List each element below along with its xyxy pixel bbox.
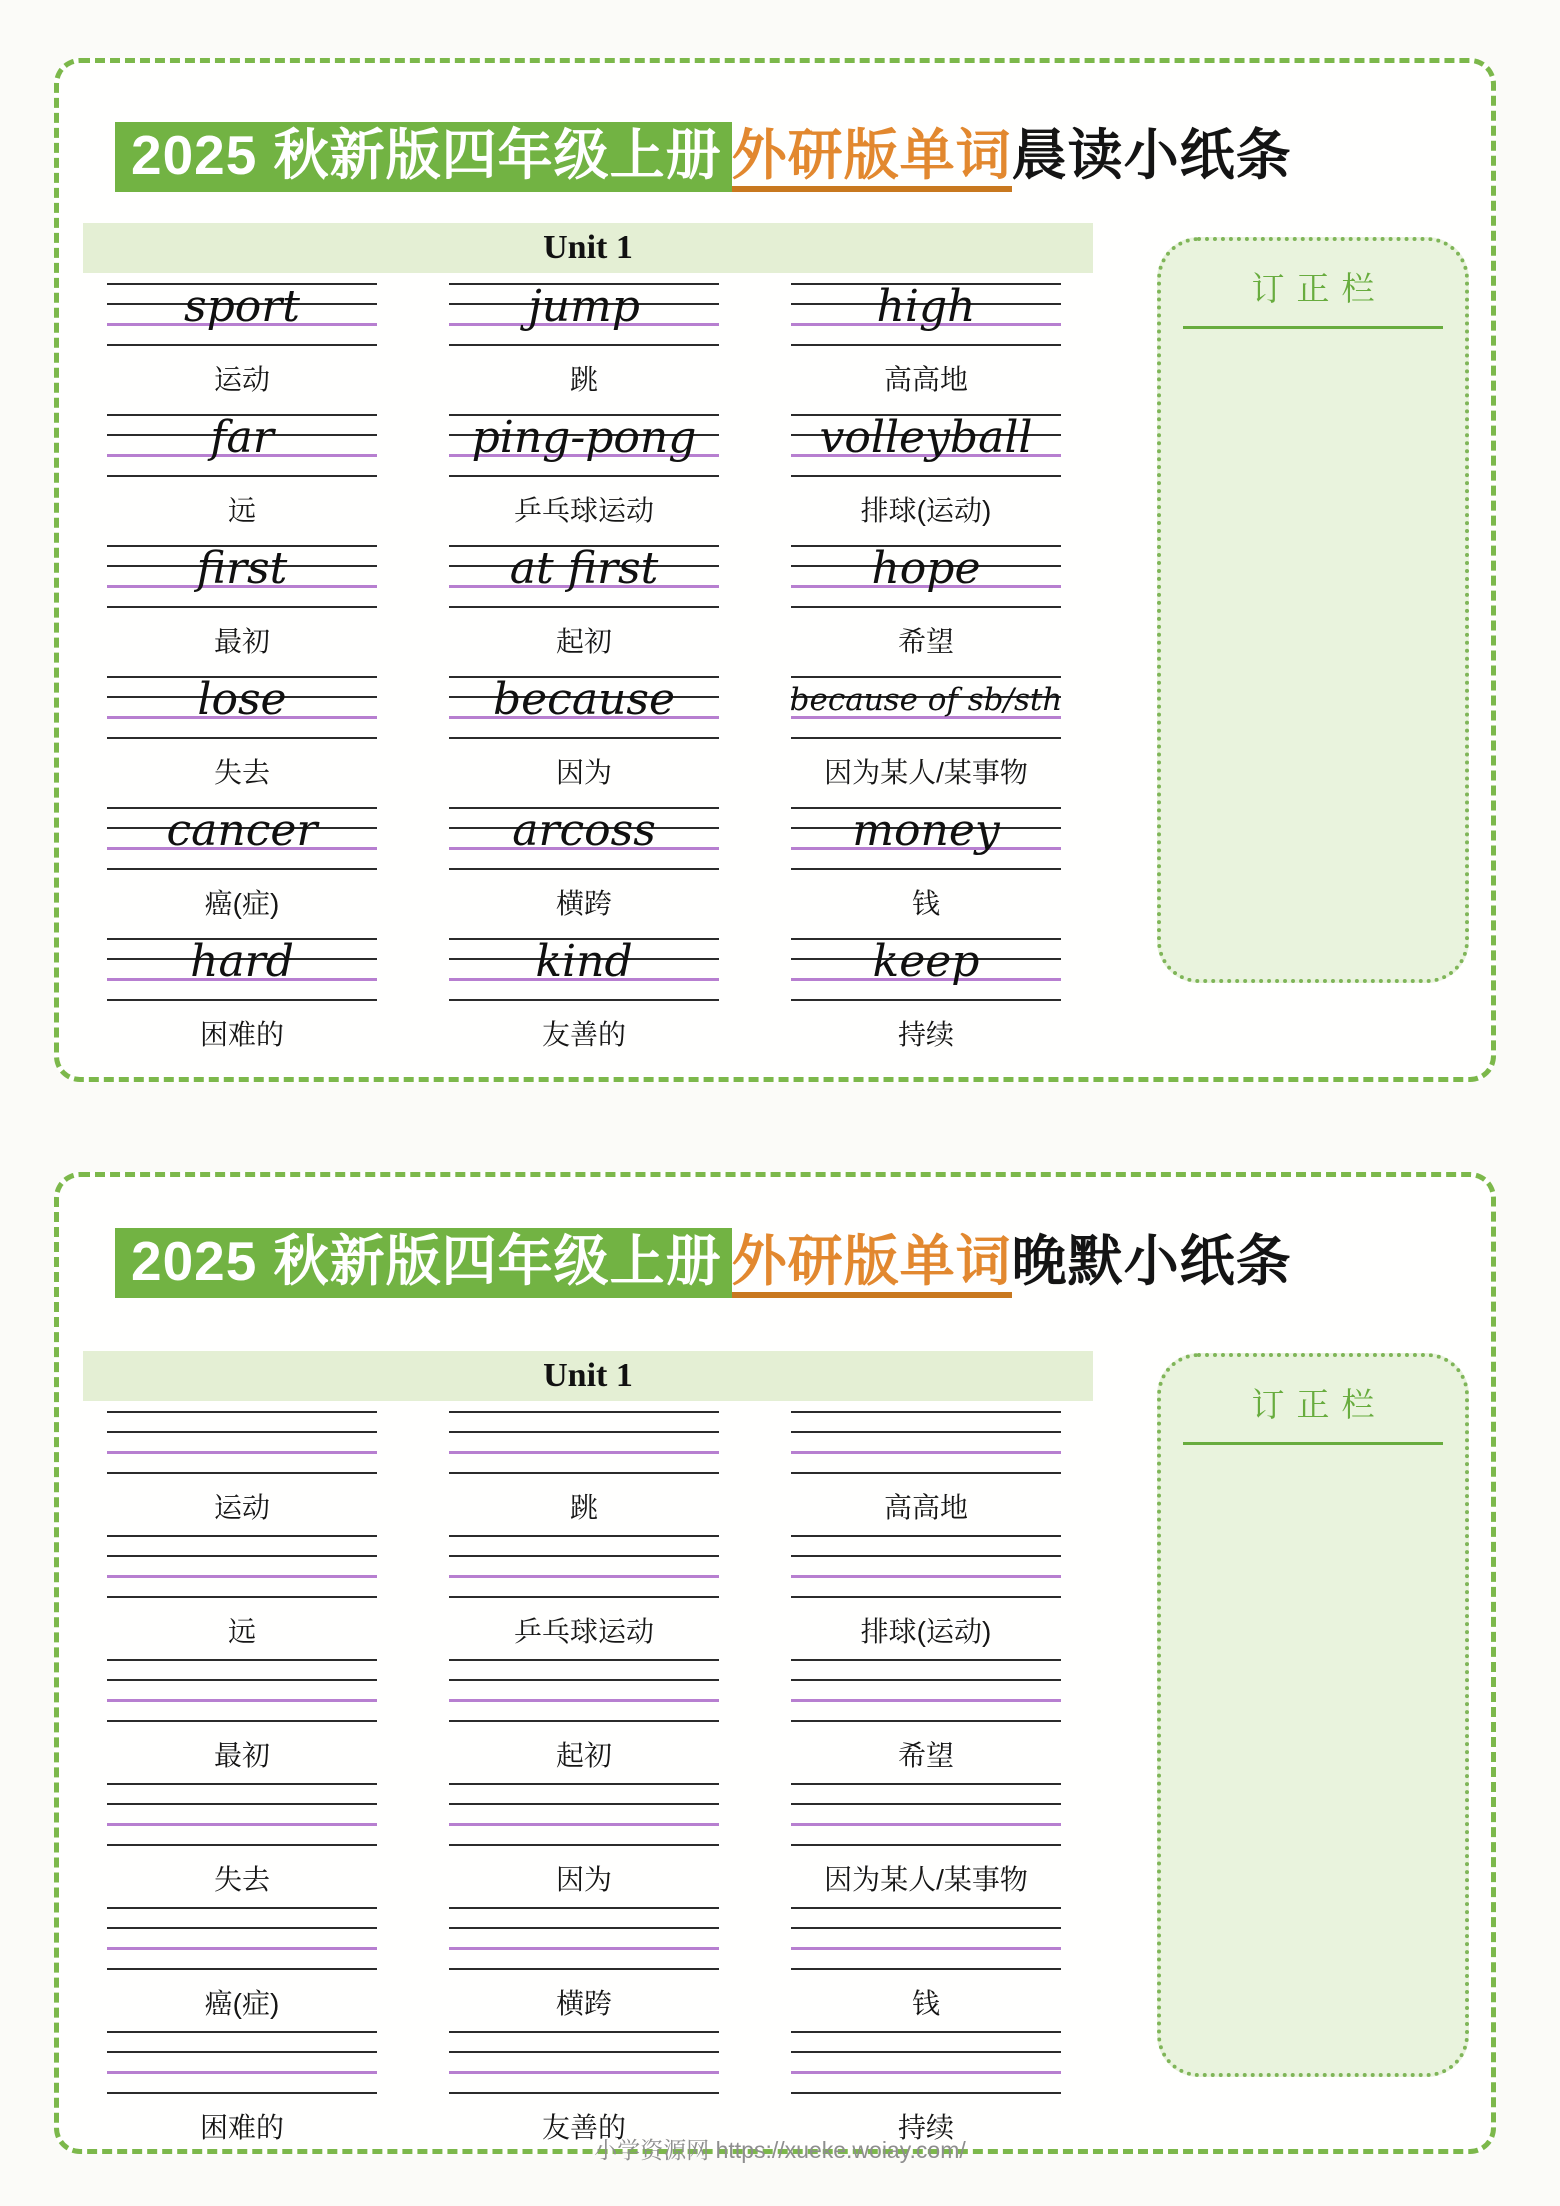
ruling-line-purple [449,1947,719,1950]
ruling-line-purple [791,2071,1061,2074]
handwriting-lines[interactable] [791,1535,1061,1597]
handwriting-lines[interactable] [791,676,1061,738]
word-cell [449,545,719,676]
word-cell [107,676,377,807]
ruling-line-purple [107,1575,377,1578]
ruling-line-black [791,1968,1061,1970]
ruling-line-purple [791,1575,1061,1578]
unit-label: Unit 1 [543,229,633,266]
chinese-translation: 排球(运动) [860,1616,992,1647]
english-word: kind [535,936,633,987]
title-type-segment: 晚默小纸条 [1011,1230,1292,1292]
chinese-translation: 跳 [569,1492,598,1523]
ruling-line-purple [107,1823,377,1826]
word-cell [107,1659,377,1783]
word-cell [449,1783,719,1907]
ruling-line-black [107,1411,377,1413]
ruling-line-black [791,1679,1061,1681]
ruling-line-black [449,1783,719,1785]
word-cell [449,283,719,414]
ruling-line-purple [791,1699,1061,1702]
ruling-line-purple [449,1823,719,1826]
ruling-line-black [107,1472,377,1474]
ruling-line-black [107,1555,377,1557]
handwriting-lines[interactable] [449,2031,719,2093]
word-cell [791,807,1061,938]
ruling-line-purple [107,1699,377,1702]
handwriting-lines[interactable] [107,283,377,345]
unit-label: Unit 1 [543,1357,633,1394]
watermark: 小学资源网 https://xueke.woiay.com/ [594,2137,966,2163]
english-word: cancer [166,805,318,856]
chinese-translation: 希望 [897,626,954,657]
ruling-line-black [449,1659,719,1661]
word-cell [791,1535,1061,1659]
chinese-translation: 友善的 [541,1019,626,1050]
word-cell [107,1907,377,2031]
chinese-translation: 跳 [569,364,598,395]
correction-label: 订正栏 [1251,1386,1387,1423]
handwriting-lines[interactable] [107,1659,377,1721]
word-cell [449,1411,719,1535]
english-word: volleyball [819,412,1033,463]
ruling-line-black [449,1907,719,1909]
english-word: hope [871,543,981,594]
ruling-line-black [449,1431,719,1433]
ruling-line-black [791,868,1061,870]
ruling-line-black [791,999,1061,1001]
word-cell [449,1535,719,1659]
title-grade-segment: 2025 秋新版四年级上册 [115,1228,732,1298]
ruling-line-black [107,1535,377,1537]
correction-box[interactable] [1157,237,1469,983]
ruling-line-black [791,1596,1061,1598]
ruling-line-black [449,475,719,477]
handwriting-lines[interactable] [791,283,1061,345]
ruling-line-black [107,2031,377,2033]
ruling-line-black [791,344,1061,346]
evening-dictation-card [54,1172,1496,2154]
correction-underline [1183,326,1443,329]
english-word: because of sb/sth [789,682,1063,718]
title-type-segment: 晨读小纸条 [1011,124,1292,186]
chinese-translation: 横跨 [555,1988,612,2019]
ruling-line-black [791,1411,1061,1413]
ruling-line-black [107,2092,377,2094]
word-cell [107,414,377,545]
chinese-translation: 失去 [213,757,270,788]
handwriting-lines[interactable] [449,283,719,345]
handwriting-lines[interactable] [449,938,719,1000]
ruling-line-purple [107,1947,377,1950]
handwriting-lines[interactable] [791,1411,1061,1473]
card-body [59,223,1491,1069]
ruling-line-black [791,1555,1061,1557]
ruling-line-black [449,1927,719,1929]
ruling-line-black [107,1659,377,1661]
ruling-line-black [791,2092,1061,2094]
card-body [59,1351,1491,2155]
ruling-line-black [449,1411,719,1413]
ruling-line-purple [449,1575,719,1578]
title-press-segment: 外研版单词 [732,124,1012,192]
title-grade-segment: 2025 秋新版四年级上册 [115,122,732,192]
ruling-line-black [449,606,719,608]
ruling-line-black [791,1720,1061,1722]
chinese-translation: 困难的 [199,1019,284,1050]
chinese-translation: 起初 [555,626,612,657]
word-cell [449,676,719,807]
ruling-line-black [107,2051,377,2053]
word-cell [449,1907,719,2031]
ruling-line-black [107,868,377,870]
ruling-line-black [107,1431,377,1433]
handwriting-lines[interactable] [449,1907,719,1969]
word-cell [449,1659,719,1783]
ruling-line-black [449,1679,719,1681]
chinese-translation: 钱 [911,888,940,919]
ruling-line-black [791,1907,1061,1909]
card-title [115,117,1491,193]
ruling-line-purple [107,1451,377,1454]
ruling-line-black [449,1968,719,1970]
chinese-translation: 乒乓球运动 [513,1616,654,1647]
ruling-line-black [107,1844,377,1846]
ruling-line-black [107,1907,377,1909]
ruling-line-black [449,1555,719,1557]
handwriting-lines[interactable] [791,938,1061,1000]
chinese-translation: 持续 [897,2112,954,2143]
ruling-line-black [449,1596,719,1598]
correction-underline [1183,1442,1443,1445]
handwriting-lines[interactable] [107,414,377,476]
ruling-line-black [449,1472,719,1474]
chinese-translation: 希望 [897,1740,954,1771]
chinese-translation: 因为 [555,1864,612,1895]
ruling-line-black [107,475,377,477]
handwriting-lines[interactable] [107,1783,377,1845]
handwriting-lines[interactable] [107,1907,377,1969]
title-press-segment: 外研版单词 [732,1230,1012,1298]
handwriting-lines[interactable] [107,1535,377,1597]
ruling-line-black [791,737,1061,739]
ruling-line-black [791,475,1061,477]
word-cell [791,283,1061,414]
chinese-translation: 排球(运动) [860,495,992,526]
word-grid [83,283,1093,1069]
morning-reading-card [54,58,1496,1082]
english-word: hard [190,936,294,987]
handwriting-lines[interactable] [107,1411,377,1473]
english-word: high [876,281,976,332]
word-cell [791,1907,1061,2031]
ruling-line-black [791,1803,1061,1805]
word-cell [449,807,719,938]
ruling-line-black [449,999,719,1001]
english-word: arcoss [512,805,656,856]
english-word: first [196,543,288,594]
word-cell [791,414,1061,545]
handwriting-lines[interactable] [791,2031,1061,2093]
word-cell [107,1783,377,1907]
chinese-translation: 运动 [213,1492,270,1523]
ruling-line-black [449,868,719,870]
ruling-line-black [107,1679,377,1681]
ruling-line-purple [791,1823,1061,1826]
english-word: ping-pong [471,412,697,463]
unit-header [83,1351,1093,1401]
english-word: lose [197,674,287,725]
handwriting-lines[interactable] [107,807,377,869]
ruling-line-black [791,1431,1061,1433]
unit-header [83,223,1093,273]
ruling-line-black [107,1927,377,1929]
chinese-translation: 因为某人/某事物 [824,757,1028,788]
chinese-translation: 失去 [213,1864,270,1895]
handwriting-lines[interactable] [791,414,1061,476]
english-word: at first [509,543,659,594]
ruling-line-black [791,1927,1061,1929]
ruling-line-purple [107,2071,377,2074]
ruling-line-purple [449,1451,719,1454]
word-cell [107,545,377,676]
ruling-line-purple [791,1947,1061,1950]
word-column-area [83,223,1093,1069]
ruling-line-purple [449,1699,719,1702]
handwriting-lines[interactable] [791,1783,1061,1845]
ruling-line-black [107,606,377,608]
ruling-line-black [449,2031,719,2033]
handwriting-lines[interactable] [107,545,377,607]
word-column-area [83,1351,1093,2155]
ruling-line-black [791,1535,1061,1537]
word-cell [449,414,719,545]
english-word: jump [528,281,640,332]
ruling-line-purple [791,1451,1061,1454]
handwriting-lines[interactable] [449,545,719,607]
chinese-translation: 因为 [555,757,612,788]
ruling-line-black [107,1968,377,1970]
chinese-translation: 癌(症) [204,888,280,919]
chinese-translation: 运动 [213,364,270,395]
card-title [115,1223,1491,1299]
ruling-line-black [791,1844,1061,1846]
word-grid [83,1411,1093,2155]
handwriting-lines[interactable] [107,938,377,1000]
chinese-translation: 高高地 [883,364,968,395]
word-cell [791,1411,1061,1535]
handwriting-lines[interactable] [107,2031,377,2093]
english-word: money [852,805,1000,856]
ruling-line-black [449,1720,719,1722]
correction-label: 订正栏 [1251,270,1387,307]
chinese-translation: 钱 [911,1988,940,2019]
ruling-line-black [449,344,719,346]
ruling-line-black [449,1535,719,1537]
handwriting-lines[interactable] [791,545,1061,607]
word-cell [791,545,1061,676]
ruling-line-black [107,737,377,739]
handwriting-lines[interactable] [449,414,719,476]
ruling-line-black [791,606,1061,608]
chinese-translation: 癌(症) [204,1988,280,2019]
word-cell [107,938,377,1069]
handwriting-lines[interactable] [449,1411,719,1473]
handwriting-lines[interactable] [107,676,377,738]
ruling-line-black [107,999,377,1001]
word-cell [791,676,1061,807]
chinese-translation: 横跨 [555,888,612,919]
handwriting-lines[interactable] [449,807,719,869]
chinese-translation: 远 [227,495,256,526]
handwriting-lines[interactable] [449,1659,719,1721]
ruling-line-black [449,2092,719,2094]
english-word: because [492,674,676,725]
english-word: sport [184,281,300,332]
chinese-translation: 乒乓球运动 [513,495,654,526]
handwriting-lines[interactable] [791,1907,1061,1969]
chinese-translation: 友善的 [541,2112,626,2143]
chinese-translation: 持续 [897,1019,954,1050]
correction-box[interactable] [1157,1353,1469,2077]
chinese-translation: 远 [227,1616,256,1647]
word-cell [107,807,377,938]
ruling-line-black [791,1783,1061,1785]
ruling-line-black [449,2051,719,2053]
handwriting-lines[interactable] [449,676,719,738]
ruling-line-black [107,1803,377,1805]
chinese-translation: 因为某人/某事物 [824,1864,1028,1895]
chinese-translation: 最初 [213,1740,270,1771]
handwriting-lines[interactable] [449,1783,719,1845]
word-cell [107,1411,377,1535]
ruling-line-black [791,1659,1061,1661]
word-cell [791,1659,1061,1783]
ruling-line-purple [449,2071,719,2074]
chinese-translation: 困难的 [199,2112,284,2143]
english-word: keep [872,936,980,987]
ruling-line-black [449,1803,719,1805]
ruling-line-black [107,1596,377,1598]
ruling-line-black [791,2051,1061,2053]
handwriting-lines[interactable] [449,1535,719,1597]
word-cell [791,938,1061,1069]
chinese-translation: 高高地 [883,1492,968,1523]
ruling-line-black [449,1844,719,1846]
ruling-line-black [107,1720,377,1722]
ruling-line-black [107,1783,377,1785]
chinese-translation: 起初 [555,1740,612,1771]
handwriting-lines[interactable] [791,807,1061,869]
english-word: far [210,412,274,463]
ruling-line-black [449,737,719,739]
ruling-line-black [107,344,377,346]
word-cell [107,1535,377,1659]
ruling-line-black [791,1472,1061,1474]
chinese-translation: 最初 [213,626,270,657]
ruling-line-black [791,2031,1061,2033]
word-cell [107,283,377,414]
word-cell [449,938,719,1069]
word-cell [791,1783,1061,1907]
handwriting-lines[interactable] [791,1659,1061,1721]
